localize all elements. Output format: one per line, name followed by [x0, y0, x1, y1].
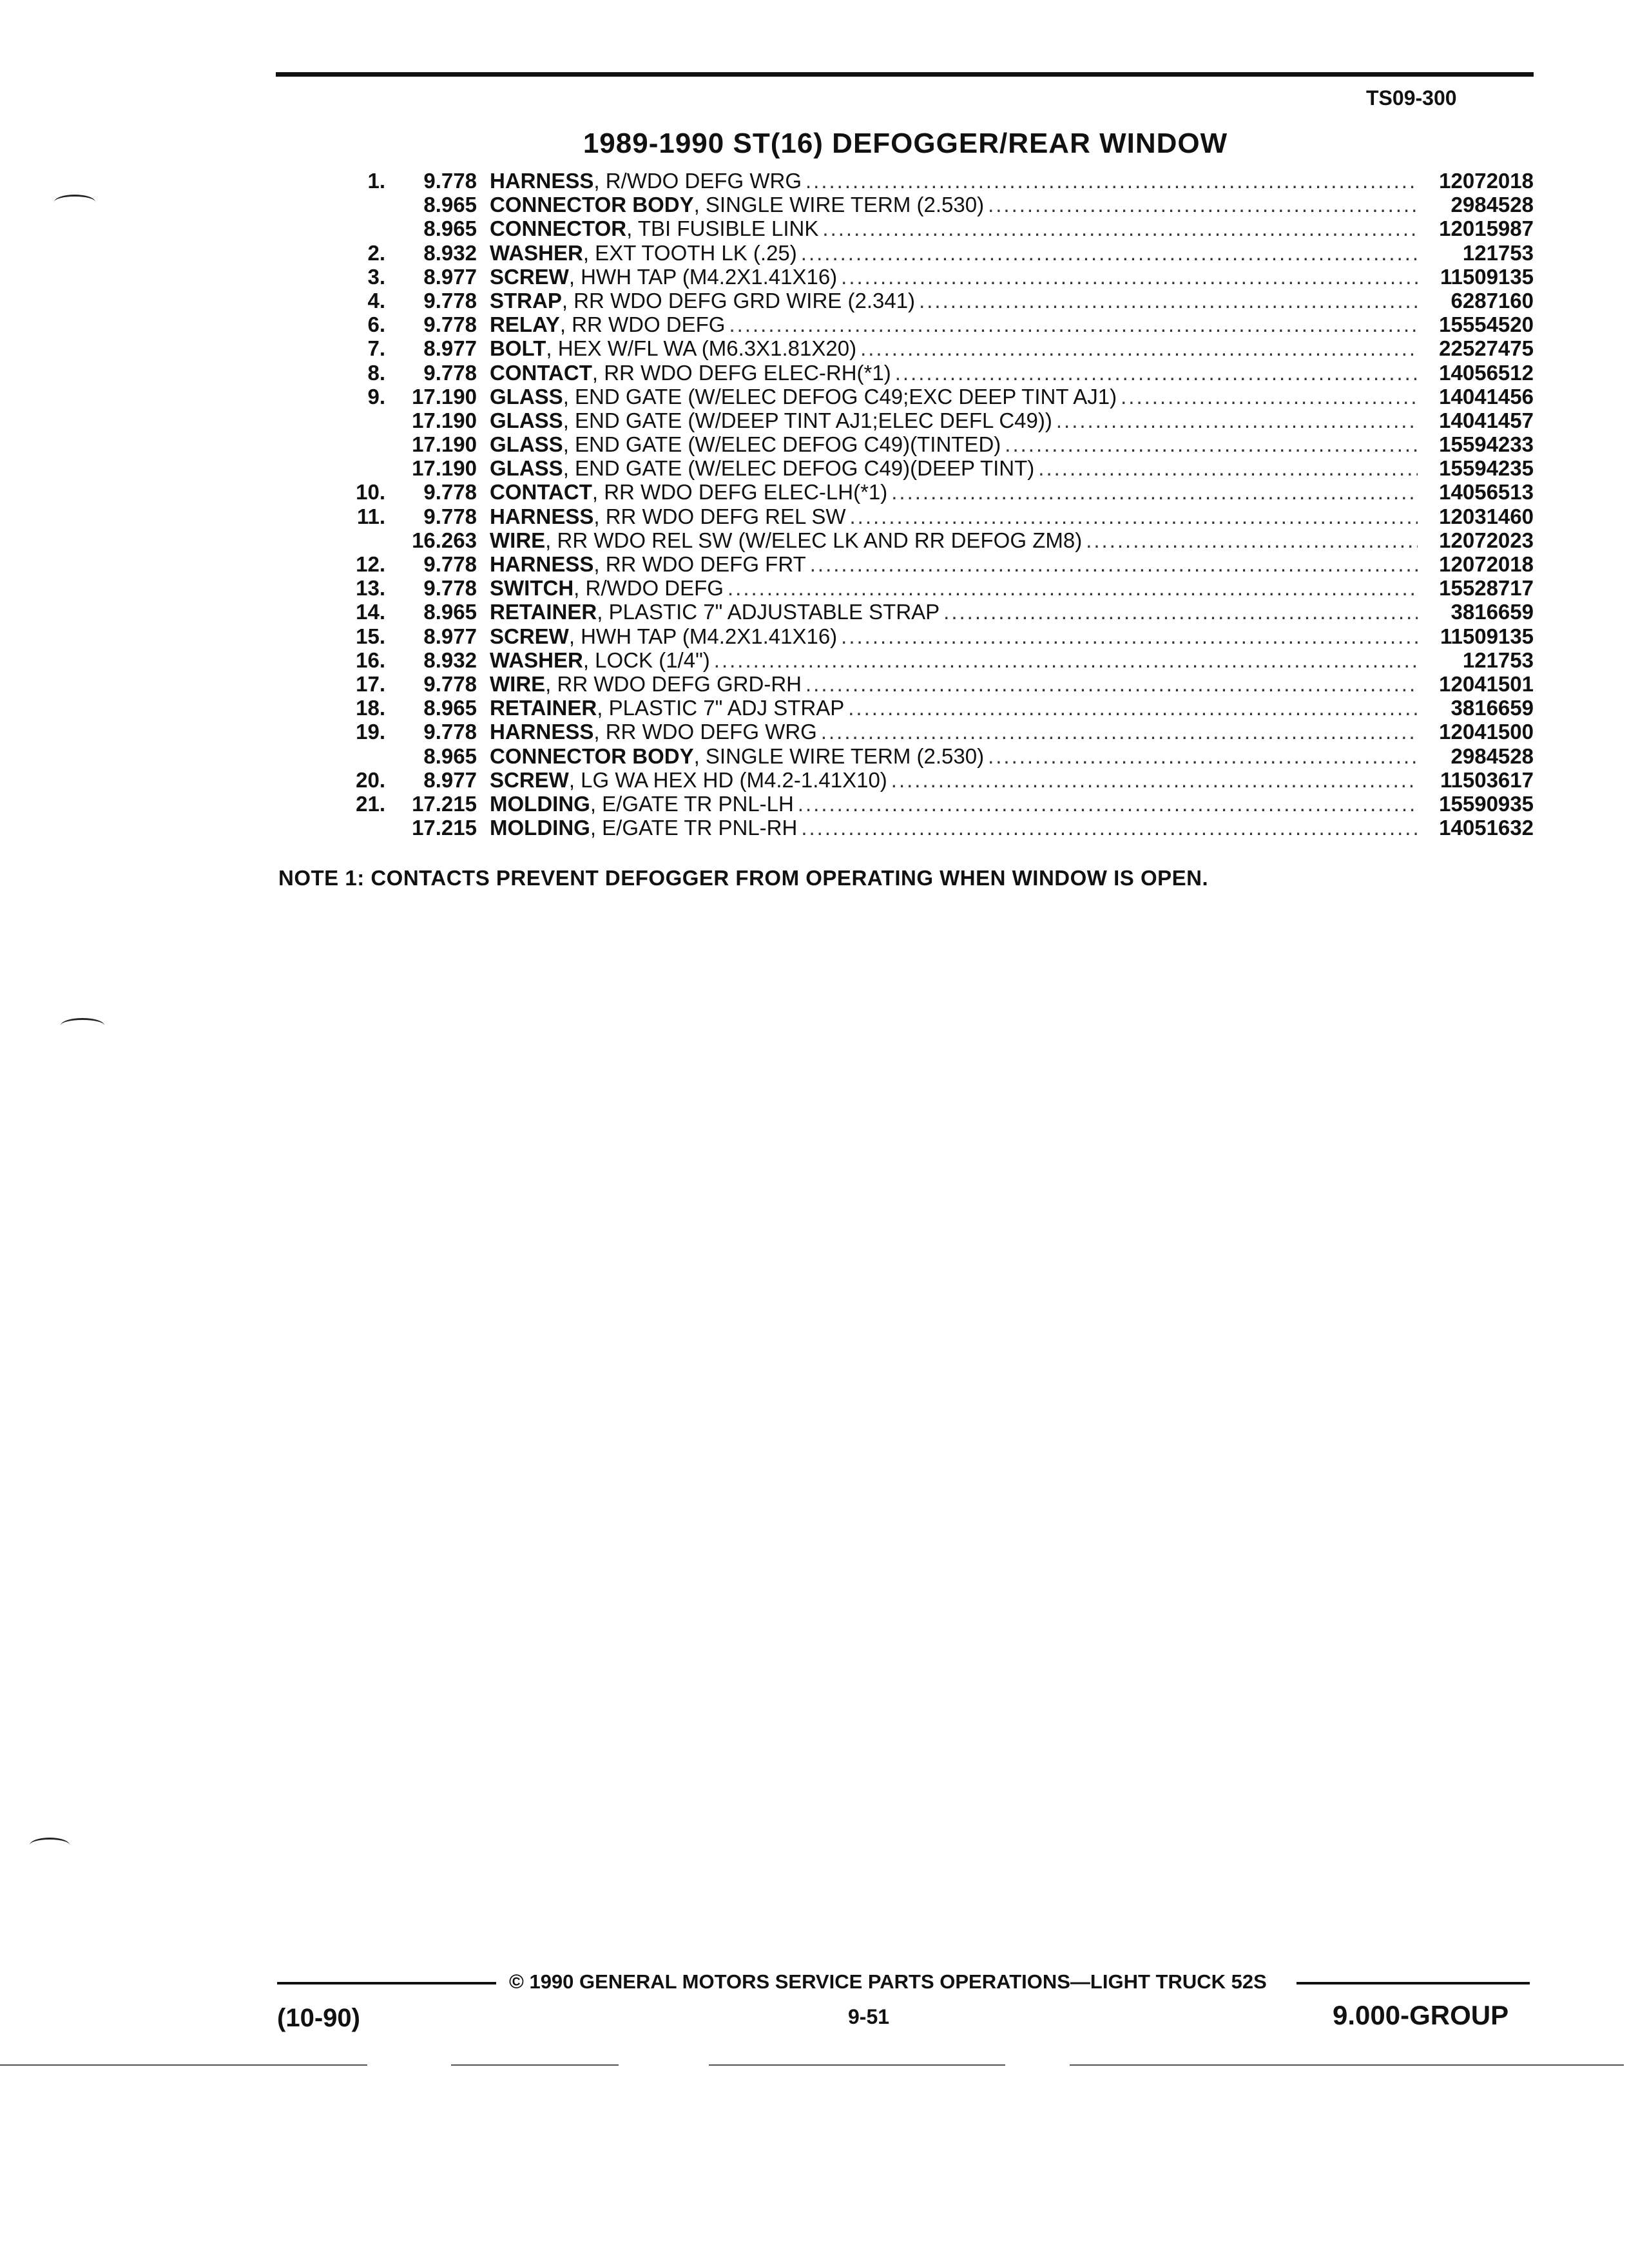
- part-description: [490, 169, 1418, 193]
- parts-row: [276, 648, 1534, 672]
- part-number: 11509135: [1440, 264, 1534, 289]
- part-number: 14056513: [1439, 480, 1534, 505]
- parts-row: [276, 408, 1534, 432]
- ref-number: 13.: [356, 576, 385, 601]
- dot-leader: [1121, 385, 1418, 408]
- dot-leader: [943, 600, 1418, 624]
- ref-number: 10.: [356, 480, 385, 505]
- part-description: [490, 193, 1418, 216]
- scan-mark: [54, 195, 95, 209]
- part-name: CONNECTOR: [490, 216, 627, 241]
- part-description: [490, 265, 1418, 289]
- group-number: 17.190: [412, 384, 477, 408]
- parts-row: [276, 480, 1534, 504]
- part-number: 12072023: [1439, 528, 1534, 552]
- footer-date: (10-90): [277, 2004, 360, 2032]
- part-description: [490, 336, 1418, 360]
- parts-row: [276, 216, 1534, 240]
- group-number: 8.977: [423, 767, 477, 792]
- group-number: 9.778: [423, 504, 477, 528]
- part-detail: , END GATE (W/ELEC DEFOG C49;EXC DEEP TINT AJ1): [563, 384, 1117, 408]
- part-detail: , TBI FUSIBLE LINK: [626, 216, 819, 241]
- ref-number: 2.: [367, 240, 385, 265]
- group-number: 8.965: [423, 216, 477, 241]
- part-name: GLASS: [490, 456, 563, 481]
- dot-leader: [1056, 408, 1418, 432]
- parts-list: [276, 169, 1534, 840]
- dot-leader: [729, 312, 1418, 336]
- part-number: 3816659: [1451, 696, 1534, 720]
- group-number: 9.778: [423, 169, 477, 193]
- part-detail: , RR WDO DEFG: [559, 312, 726, 337]
- part-detail: , RR WDO DEFG ELEC-LH(*1): [592, 480, 888, 505]
- part-number: 2984528: [1451, 744, 1534, 768]
- parts-row: [276, 672, 1534, 696]
- parts-row: [276, 696, 1534, 720]
- parts-row: [276, 600, 1534, 624]
- part-name: MOLDING: [490, 816, 590, 840]
- part-number: 14041456: [1439, 384, 1534, 408]
- part-description: [490, 624, 1418, 648]
- group-number: 17.190: [412, 408, 477, 432]
- part-number: 11503617: [1440, 767, 1534, 792]
- part-number: 6287160: [1451, 288, 1534, 312]
- part-description: [490, 505, 1418, 528]
- part-description: [490, 528, 1418, 552]
- part-description: [490, 456, 1418, 480]
- part-name: GLASS: [490, 408, 563, 432]
- group-number: 8.932: [423, 648, 477, 672]
- part-name: GLASS: [490, 384, 563, 408]
- part-number: 121753: [1462, 240, 1534, 265]
- catalog-code: TS09-300: [1366, 86, 1457, 110]
- part-number: 11509135: [1440, 624, 1534, 648]
- part-number: 3816659: [1451, 600, 1534, 624]
- dot-leader: [891, 768, 1418, 792]
- part-description: [490, 648, 1418, 672]
- part-number: 15554520: [1439, 312, 1534, 337]
- part-name: HARNESS: [490, 552, 594, 576]
- ref-number: 4.: [367, 288, 385, 312]
- group-number: 16.263: [412, 528, 477, 552]
- part-detail: , EXT TOOTH LK (.25): [583, 240, 797, 265]
- part-description: [490, 289, 1418, 312]
- dot-leader: [1086, 528, 1418, 552]
- part-number: 12041501: [1439, 671, 1534, 696]
- dot-leader: [801, 241, 1418, 265]
- part-description: [490, 385, 1418, 408]
- part-name: WASHER: [490, 648, 583, 672]
- part-number: 15594233: [1439, 432, 1534, 457]
- ref-number: 18.: [356, 696, 385, 720]
- dot-leader: [805, 672, 1418, 696]
- ref-number: 14.: [356, 600, 385, 624]
- dot-leader: [860, 336, 1418, 360]
- part-description: [490, 672, 1418, 696]
- part-description: [490, 816, 1418, 840]
- part-detail: , RR WDO DEFG REL SW: [593, 504, 846, 528]
- group-number: 8.965: [423, 193, 477, 217]
- part-description: [490, 552, 1418, 576]
- footer-copyright: © 1990 GENERAL MOTORS SERVICE PARTS OPERATIONS—LIGHT TRUCK 52S: [509, 1970, 1267, 1993]
- part-number: 121753: [1462, 648, 1534, 672]
- part-name: WIRE: [490, 671, 546, 696]
- parts-row: [276, 385, 1534, 408]
- part-detail: , HWH TAP (M4.2X1.41X16): [568, 624, 838, 648]
- dot-leader: [821, 720, 1418, 744]
- part-name: HARNESS: [490, 504, 594, 528]
- group-number: 8.977: [423, 336, 477, 361]
- part-name: WASHER: [490, 240, 583, 265]
- ref-number: 11.: [356, 504, 385, 528]
- dot-leader: [801, 816, 1418, 840]
- group-number: 17.190: [412, 432, 477, 457]
- scan-mark: [61, 1018, 104, 1033]
- bottom-rule: [709, 2064, 1005, 2066]
- group-number: 9.778: [423, 480, 477, 505]
- parts-row: [276, 528, 1534, 552]
- part-number: 14041457: [1439, 408, 1534, 432]
- part-name: STRAP: [490, 288, 562, 312]
- parts-row: [276, 312, 1534, 336]
- part-name: RELAY: [490, 312, 560, 337]
- part-name: CONTACT: [490, 480, 592, 505]
- parts-row: [276, 792, 1534, 816]
- bottom-rule: [451, 2064, 619, 2066]
- dot-leader: [810, 552, 1418, 576]
- part-name: CONTACT: [490, 360, 592, 385]
- part-detail: , END GATE (W/DEEP TINT AJ1;ELEC DEFL C49)): [563, 408, 1052, 432]
- part-detail: , RR WDO DEFG ELEC-RH(*1): [592, 360, 891, 385]
- bottom-rule: [0, 2064, 367, 2066]
- top-rule: [276, 72, 1534, 77]
- part-detail: , END GATE (W/ELEC DEFOG C49)(TINTED): [563, 432, 1001, 457]
- parts-row: [276, 576, 1534, 600]
- part-description: [490, 361, 1418, 385]
- ref-number: 9.: [367, 384, 385, 408]
- part-description: [490, 216, 1418, 240]
- footer-group: 9.000-GROUP: [1333, 2000, 1509, 2030]
- part-description: [490, 241, 1418, 265]
- group-number: 8.977: [423, 264, 477, 289]
- dot-leader: [822, 216, 1418, 240]
- part-detail: , R/WDO DEFG: [574, 576, 724, 601]
- part-name: GLASS: [490, 432, 563, 457]
- part-detail: , RR WDO DEFG GRD WIRE (2.341): [561, 288, 916, 312]
- ref-number: 17.: [356, 671, 385, 696]
- scan-mark: [30, 1838, 70, 1852]
- parts-row: [276, 456, 1534, 480]
- part-name: HARNESS: [490, 169, 594, 193]
- group-number: 9.778: [423, 552, 477, 576]
- part-detail: , HWH TAP (M4.2X1.41X16): [568, 264, 838, 289]
- ref-number: 3.: [367, 264, 385, 289]
- page-title: 1989-1990 ST(16) DEFOGGER/REAR WINDOW: [583, 128, 1228, 159]
- part-number: 12015987: [1439, 216, 1534, 241]
- group-number: 9.778: [423, 288, 477, 312]
- dot-leader: [1038, 456, 1418, 480]
- parts-row: [276, 624, 1534, 648]
- part-detail: , R/WDO DEFG WRG: [593, 169, 802, 193]
- part-number: 14056512: [1439, 360, 1534, 385]
- ref-number: 8.: [367, 360, 385, 385]
- ref-number: 12.: [356, 552, 385, 576]
- dot-leader: [891, 480, 1418, 504]
- parts-row: [276, 361, 1534, 385]
- part-description: [490, 600, 1418, 624]
- group-number: 9.778: [423, 360, 477, 385]
- group-number: 8.977: [423, 624, 477, 648]
- part-detail: , HEX W/FL WA (M6.3X1.81X20): [546, 336, 857, 361]
- dot-leader: [919, 289, 1418, 312]
- group-number: 8.932: [423, 240, 477, 265]
- ref-number: 6.: [367, 312, 385, 337]
- part-description: [490, 744, 1418, 768]
- dot-leader: [988, 193, 1418, 216]
- dot-leader: [841, 265, 1418, 289]
- parts-row: [276, 768, 1534, 792]
- part-number: 12072018: [1439, 169, 1534, 193]
- parts-row: [276, 744, 1534, 768]
- footer-page-number: 9-51: [848, 2005, 890, 2028]
- part-description: [490, 312, 1418, 336]
- part-number: 2984528: [1451, 193, 1534, 217]
- ref-number: 1.: [367, 169, 385, 193]
- bottom-rule: [1070, 2064, 1624, 2066]
- part-name: HARNESS: [490, 720, 594, 744]
- ref-number: 7.: [367, 336, 385, 361]
- part-detail: , PLASTIC 7" ADJUSTABLE STRAP: [597, 600, 940, 624]
- part-description: [490, 792, 1418, 816]
- group-number: 9.778: [423, 576, 477, 601]
- part-name: MOLDING: [490, 791, 590, 816]
- dot-leader: [988, 744, 1418, 768]
- part-detail: , RR WDO DEFG GRD-RH: [545, 671, 802, 696]
- part-number: 14051632: [1439, 816, 1534, 840]
- ref-number: 16.: [356, 648, 385, 672]
- part-detail: , LOCK (1/4"): [583, 648, 710, 672]
- parts-row: [276, 169, 1534, 193]
- parts-row: [276, 505, 1534, 528]
- part-detail: , E/GATE TR PNL-RH: [590, 816, 798, 840]
- part-detail: , SINGLE WIRE TERM (2.530): [693, 193, 985, 217]
- part-description: [490, 768, 1418, 792]
- dot-leader: [895, 361, 1418, 385]
- parts-row: [276, 289, 1534, 312]
- part-detail: , E/GATE TR PNL-LH: [590, 791, 794, 816]
- dot-leader: [841, 624, 1418, 648]
- part-number: 15594235: [1439, 456, 1534, 481]
- footnote: NOTE 1: CONTACTS PREVENT DEFOGGER FROM OPERATING WHEN WINDOW IS OPEN.: [278, 866, 1209, 890]
- part-description: [490, 696, 1418, 720]
- group-number: 8.965: [423, 744, 477, 768]
- ref-number: 20.: [356, 767, 385, 792]
- dot-leader: [805, 169, 1418, 193]
- part-number: 15590935: [1439, 791, 1534, 816]
- part-name: CONNECTOR BODY: [490, 744, 694, 768]
- parts-row: [276, 241, 1534, 265]
- part-detail: , RR WDO REL SW (W/ELEC LK AND RR DEFOG ZM8): [545, 528, 1083, 552]
- part-detail: , LG WA HEX HD (M4.2-1.41X10): [568, 767, 887, 792]
- part-description: [490, 480, 1418, 504]
- group-number: 9.778: [423, 312, 477, 337]
- part-number: 12031460: [1439, 504, 1534, 528]
- footer-rule-left: [277, 1982, 496, 1984]
- part-detail: , END GATE (W/ELEC DEFOG C49)(DEEP TINT): [563, 456, 1035, 481]
- ref-number: 19.: [356, 720, 385, 744]
- part-description: [490, 408, 1418, 432]
- part-detail: , RR WDO DEFG WRG: [593, 720, 817, 744]
- ref-number: 15.: [356, 624, 385, 648]
- part-name: WIRE: [490, 528, 546, 552]
- parts-row: [276, 432, 1534, 456]
- dot-leader: [848, 696, 1418, 720]
- part-name: SWITCH: [490, 576, 574, 601]
- part-number: 15528717: [1439, 576, 1534, 601]
- part-description: [490, 720, 1418, 744]
- parts-row: [276, 265, 1534, 289]
- part-name: CONNECTOR BODY: [490, 193, 694, 217]
- dot-leader: [728, 576, 1418, 600]
- part-detail: , RR WDO DEFG FRT: [593, 552, 806, 576]
- part-number: 22527475: [1439, 336, 1534, 361]
- group-number: 17.215: [412, 791, 477, 816]
- part-detail: , PLASTIC 7" ADJ STRAP: [597, 696, 845, 720]
- group-number: 17.190: [412, 456, 477, 481]
- ref-number: 21.: [356, 791, 385, 816]
- group-number: 8.965: [423, 600, 477, 624]
- part-name: BOLT: [490, 336, 546, 361]
- parts-row: [276, 336, 1534, 360]
- parts-row: [276, 193, 1534, 216]
- parts-row: [276, 552, 1534, 576]
- part-name: SCREW: [490, 767, 569, 792]
- part-name: SCREW: [490, 264, 569, 289]
- group-number: 9.778: [423, 720, 477, 744]
- group-number: 17.215: [412, 816, 477, 840]
- parts-row: [276, 816, 1534, 840]
- part-name: SCREW: [490, 624, 569, 648]
- part-number: 12041500: [1439, 720, 1534, 744]
- part-description: [490, 576, 1418, 600]
- group-number: 8.965: [423, 696, 477, 720]
- footer-rule-right: [1296, 1982, 1530, 1984]
- parts-row: [276, 720, 1534, 744]
- dot-leader: [1005, 432, 1418, 456]
- part-number: 12072018: [1439, 552, 1534, 576]
- part-name: RETAINER: [490, 696, 597, 720]
- part-detail: , SINGLE WIRE TERM (2.530): [693, 744, 985, 768]
- group-number: 9.778: [423, 671, 477, 696]
- dot-leader: [849, 505, 1418, 528]
- dot-leader: [798, 792, 1418, 816]
- part-name: RETAINER: [490, 600, 597, 624]
- part-description: [490, 432, 1418, 456]
- dot-leader: [714, 648, 1418, 672]
